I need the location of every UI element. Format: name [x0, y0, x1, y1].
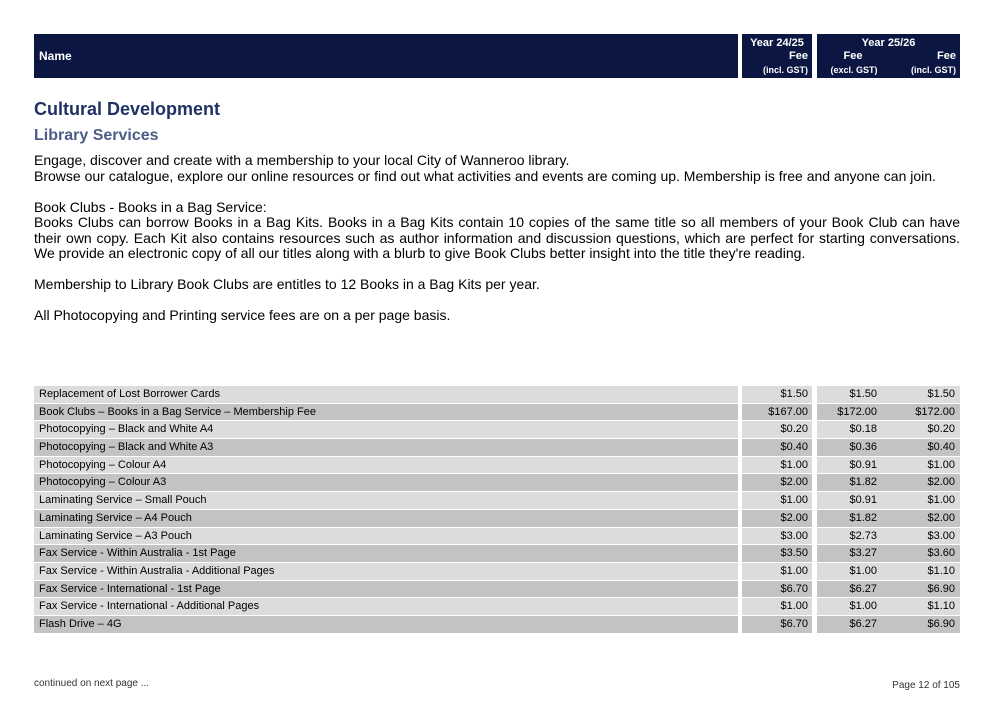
description-paragraph: All Photocopying and Printing service fees are on a per page basis. [34, 307, 451, 323]
table-row [34, 386, 960, 404]
fee-2425-incl: $167.00 [742, 404, 812, 421]
fee-2526-cells [817, 474, 960, 491]
description-paragraph: Browse our catalogue, explore our online resources or find out what activities and events are coming up. Membership is free and anyone can join. [34, 167, 936, 184]
fee-2526-incl: $6.90 [927, 582, 955, 595]
fee-2526-incl: $1.10 [927, 600, 955, 613]
fee-2526-cells [817, 439, 960, 456]
table-row [34, 616, 960, 634]
fee-name: Laminating Service – Small Pouch [34, 492, 738, 509]
fee-2526-cells [817, 545, 960, 562]
table-row [34, 457, 960, 475]
table-row [34, 474, 960, 492]
section-description [34, 153, 960, 324]
fee-2526-cells [817, 510, 960, 527]
fee-2526-excl: $172.00 [837, 405, 877, 418]
table-row [34, 510, 960, 528]
header-year-2425-fee: Fee [789, 50, 808, 62]
fee-2425-incl: $1.00 [742, 598, 812, 615]
fee-2425-incl: $2.00 [742, 510, 812, 527]
fee-2526-incl: $1.50 [927, 388, 955, 400]
fee-2526-excl: $0.36 [849, 441, 877, 454]
page-number: Page 12 of 105 [892, 680, 960, 691]
fee-2425-incl: $0.20 [742, 421, 812, 438]
table-row [34, 421, 960, 439]
table-row [34, 404, 960, 422]
fee-2526-cells [817, 598, 960, 615]
fee-name: Fax Service - International - 1st Page [34, 581, 738, 598]
fee-name: Photocopying – Colour A4 [34, 457, 738, 474]
description-paragraph: Books Clubs can borrow Books in a Bag Kits. Books in a Bag Kits contain 10 copies of the same title so all members of your Book Club can have their own copy. Each Kit also contains resources such as author information and discussion questions, which are perfect for starting conversations. We provide an electronic copy of all our titles along with a blurb to give Book Clubs better insight into the title they're reading. [34, 214, 960, 261]
fee-2425-incl: $1.00 [742, 457, 812, 474]
fee-2526-incl: $1.00 [927, 458, 955, 471]
fee-2526-cells [817, 404, 960, 421]
fee-2526-incl: $0.40 [927, 441, 955, 454]
fee-name: Replacement of Lost Borrower Cards [34, 386, 738, 403]
fee-name: Book Clubs – Books in a Bag Service – Membership Fee [34, 404, 738, 421]
fee-name: Flash Drive – 4G [34, 616, 738, 633]
table-header [34, 34, 960, 78]
fee-2526-incl: $0.20 [927, 423, 955, 436]
description-paragraph: Membership to Library Book Clubs are entitles to 12 Books in a Bag Kits per year. [34, 276, 540, 292]
header-name: Name [34, 34, 738, 78]
fee-2425-incl: $3.50 [742, 545, 812, 562]
table-row [34, 528, 960, 546]
fee-name: Laminating Service – A3 Pouch [34, 528, 738, 545]
fee-2526-excl: $1.00 [849, 564, 877, 577]
header-year-2425-label: Year 24/25 [750, 37, 804, 49]
description-paragraph: Book Clubs - Books in a Bag Service: [34, 198, 267, 215]
fee-2526-cells [817, 581, 960, 598]
fee-2425-incl: $6.70 [742, 581, 812, 598]
table-row [34, 492, 960, 510]
fee-2526-incl: $172.00 [915, 405, 955, 418]
fee-name: Fax Service - Within Australia - Additional Pages [34, 563, 738, 580]
fee-2526-cells [817, 616, 960, 633]
header-year-2526-gst-excl: (excl. GST) [830, 65, 878, 75]
fee-2526-incl: $2.00 [927, 476, 955, 489]
fee-2526-excl: $6.27 [849, 617, 877, 630]
fee-2425-incl: $1.50 [742, 386, 812, 403]
fee-2526-cells [817, 421, 960, 438]
fee-2526-excl: $1.82 [849, 511, 877, 524]
fee-2526-excl: $3.27 [849, 547, 877, 560]
header-year-2526-gst-incl: (incl. GST) [911, 65, 956, 75]
fee-2526-incl: $3.00 [927, 529, 955, 542]
table-row [34, 581, 960, 599]
fee-2526-incl: $1.10 [927, 564, 955, 577]
fee-2526-incl: $3.60 [927, 547, 955, 560]
header-year-2425 [742, 34, 812, 78]
header-year-2526 [817, 34, 960, 78]
description-paragraph: Engage, discover and create with a membership to your local City of Wanneroo library. [34, 152, 570, 168]
fee-name: Photocopying – Black and White A3 [34, 439, 738, 456]
fee-2526-cells [817, 492, 960, 509]
header-year-2526-fee-excl: Fee [843, 50, 863, 62]
fee-2425-incl: $3.00 [742, 528, 812, 545]
fee-2526-excl: $2.73 [849, 529, 877, 542]
fee-2425-incl: $2.00 [742, 474, 812, 491]
fee-table [34, 386, 960, 634]
fee-2526-incl: $2.00 [927, 511, 955, 524]
fee-2526-cells [817, 528, 960, 545]
header-year-2526-label: Year 25/26 [861, 37, 916, 49]
section-subtitle: Library Services [34, 127, 159, 144]
fee-2526-cells [817, 563, 960, 580]
header-year-2425-gst: (incl. GST) [763, 65, 808, 75]
table-row [34, 598, 960, 616]
fee-2526-excl: $0.18 [849, 423, 877, 436]
fee-2526-excl: $1.82 [849, 476, 877, 489]
fee-2526-excl: $6.27 [849, 582, 877, 595]
fee-name: Photocopying – Black and White A4 [34, 421, 738, 438]
fee-2425-incl: $1.00 [742, 563, 812, 580]
fee-2526-excl: $0.91 [849, 458, 877, 471]
header-year-2526-fee-incl: Fee [937, 50, 956, 62]
fee-name: Photocopying – Colour A3 [34, 474, 738, 491]
fee-2425-incl: $1.00 [742, 492, 812, 509]
fee-2526-excl: $1.00 [849, 600, 877, 613]
table-row [34, 439, 960, 457]
fee-2425-incl: $6.70 [742, 616, 812, 633]
fee-schedule-page [34, 34, 960, 630]
fee-2526-incl: $6.90 [927, 617, 955, 630]
fee-name: Laminating Service – A4 Pouch [34, 510, 738, 527]
fee-2526-excl: $1.50 [849, 388, 877, 400]
fee-2526-cells [817, 386, 960, 403]
continued-note: continued on next page ... [34, 678, 150, 689]
fee-2526-excl: $0.91 [849, 494, 877, 507]
fee-name: Fax Service - Within Australia - 1st Page [34, 545, 738, 562]
table-row [34, 545, 960, 563]
fee-2425-incl: $0.40 [742, 439, 812, 456]
fee-name: Fax Service - International - Additional Pages [34, 598, 738, 615]
fee-2526-cells [817, 457, 960, 474]
fee-2526-incl: $1.00 [927, 494, 955, 507]
table-row [34, 563, 960, 581]
section-title: Cultural Development [34, 99, 221, 119]
